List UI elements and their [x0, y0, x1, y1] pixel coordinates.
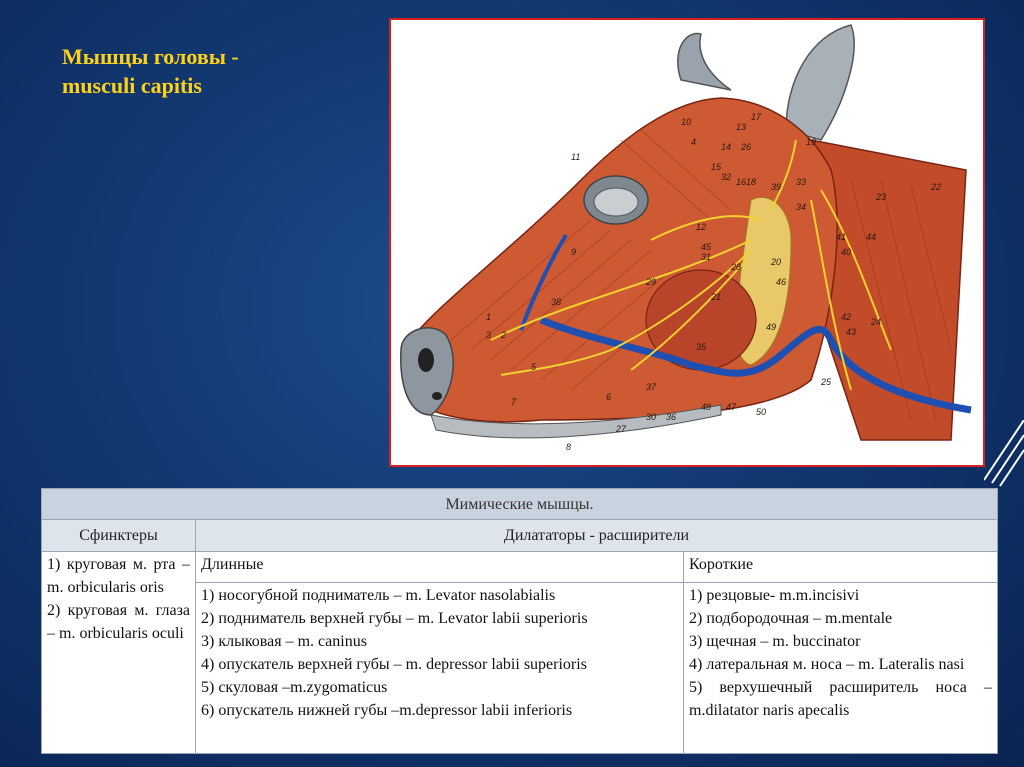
sphincter-item: 1) круговая м. рта – m. orbicularis oris — [47, 555, 190, 596]
mimic-muscles-table — [41, 488, 998, 754]
figure-label-number: 20 — [771, 257, 782, 267]
horn-right — [786, 25, 854, 140]
long-dilators-cell — [196, 583, 684, 754]
horn-left — [678, 33, 731, 90]
figure-label-number: 36 — [666, 412, 677, 422]
anatomy-figure — [389, 18, 985, 467]
eyeball — [594, 188, 638, 216]
figure-label-number: 6 — [606, 392, 612, 402]
figure-label-number: 7 — [511, 397, 517, 407]
figure-label-number: 25 — [821, 377, 832, 387]
short-dilator-item: 3) щечная – m. buccinator — [689, 633, 861, 651]
figure-label-number: 19 — [806, 137, 817, 147]
figure-label-number: 15 — [711, 162, 722, 172]
figure-label-number: 32 — [721, 172, 732, 182]
subheader-short: Короткие — [684, 551, 998, 582]
header-sphincters: Сфинктеры — [42, 520, 196, 551]
figure-label-number: 30 — [646, 412, 657, 422]
figure-label-number: 9 — [571, 247, 577, 257]
sphincters-cell — [42, 551, 196, 753]
figure-label-number: 2 — [501, 330, 507, 340]
figure-label-number: 46 — [776, 277, 787, 287]
figure-label-number: 47 — [726, 402, 737, 412]
subheader-long: Длинные — [196, 551, 684, 582]
figure-label-number: 33 — [796, 177, 807, 187]
short-dilators-cell — [684, 583, 998, 754]
figure-label-number: 18 — [746, 177, 757, 187]
cow-head-muscles-illustration — [391, 20, 983, 465]
figure-label-number: 40 — [841, 247, 852, 257]
long-dilator-item: 2) подниматель верхней губы – m. Levator labii superioris — [201, 610, 588, 628]
figure-label-number: 42 — [841, 312, 852, 322]
figure-label-number: 31 — [701, 252, 712, 262]
figure-label-number: 43 — [846, 327, 857, 337]
nostril — [418, 348, 434, 372]
figure-label-number: 17 — [751, 112, 762, 122]
table-caption: Мимические мышцы. — [42, 489, 998, 520]
figure-label-number: 26 — [741, 142, 752, 152]
figure-label-number: 27 — [616, 424, 627, 434]
figure-label-number: 4 — [691, 137, 697, 147]
figure-label-number: 41 — [836, 232, 847, 242]
figure-label-number: 1 — [486, 312, 492, 322]
figure-label-number: 16 — [736, 177, 747, 187]
title-line-2: musculi capitis — [62, 73, 202, 98]
long-dilator-item: 3) клыковая – m. caninus — [201, 633, 367, 651]
figure-label-number: 23 — [876, 192, 887, 202]
figure-label-number: 21 — [711, 292, 722, 302]
figure-label-number: 5 — [531, 362, 537, 372]
title-line-1: Мышцы головы - — [62, 44, 239, 69]
figure-label-number: 49 — [766, 322, 777, 332]
figure-label-number: 13 — [736, 122, 747, 132]
figure-label-number: 12 — [696, 222, 707, 232]
figure-label-number: 29 — [646, 277, 657, 287]
figure-label-number: 11 — [571, 152, 581, 162]
sphincter-item: 2) круговая м. глаза – m. orbicularis oculi — [47, 601, 190, 642]
figure-label-number: 3 — [486, 330, 492, 340]
figure-label-number: 39 — [771, 182, 782, 192]
slide-title — [62, 42, 239, 100]
mouth-corner — [432, 392, 442, 400]
figure-label-number: 35 — [696, 342, 707, 352]
short-dilator-item: 5) верхушечный расширитель носа – m.dilatator naris apecalis — [689, 679, 992, 720]
short-dilator-item: 4) латеральная м. носа – m. Lateralis nasi — [689, 656, 965, 674]
header-dilators: Дилататоры - расширители — [196, 520, 998, 551]
figure-label-number: 50 — [756, 407, 767, 417]
short-dilator-item: 2) подбородочная – m.mentale — [689, 610, 893, 628]
figure-label-number: 45 — [701, 242, 712, 252]
figure-label-number: 44 — [866, 232, 877, 242]
figure-label-number: 37 — [646, 382, 657, 392]
long-dilator-item: 5) скуловая –m.zygomaticus — [201, 679, 388, 697]
short-dilator-item: 1) резцовые- m.m.incisivi — [689, 587, 860, 605]
figure-label-number: 14 — [721, 142, 732, 152]
figure-label-number: 28 — [731, 262, 742, 272]
figure-label-number: 48 — [701, 402, 712, 412]
figure-label-number: 34 — [796, 202, 807, 212]
figure-label-number: 24 — [871, 317, 882, 327]
long-dilator-item: 1) носогубной подниматель – m. Levator nasolabialis — [201, 587, 556, 605]
long-dilator-item: 6) опускатель нижней губы –m.depressor labii inferioris — [201, 702, 573, 720]
figure-label-number: 38 — [551, 297, 562, 307]
figure-label-number: 10 — [681, 117, 692, 127]
long-dilator-item: 4) опускатель верхней губы – m. depressor labii superioris — [201, 656, 587, 674]
figure-label-number: 8 — [566, 442, 572, 452]
figure-label-number: 22 — [931, 182, 942, 192]
